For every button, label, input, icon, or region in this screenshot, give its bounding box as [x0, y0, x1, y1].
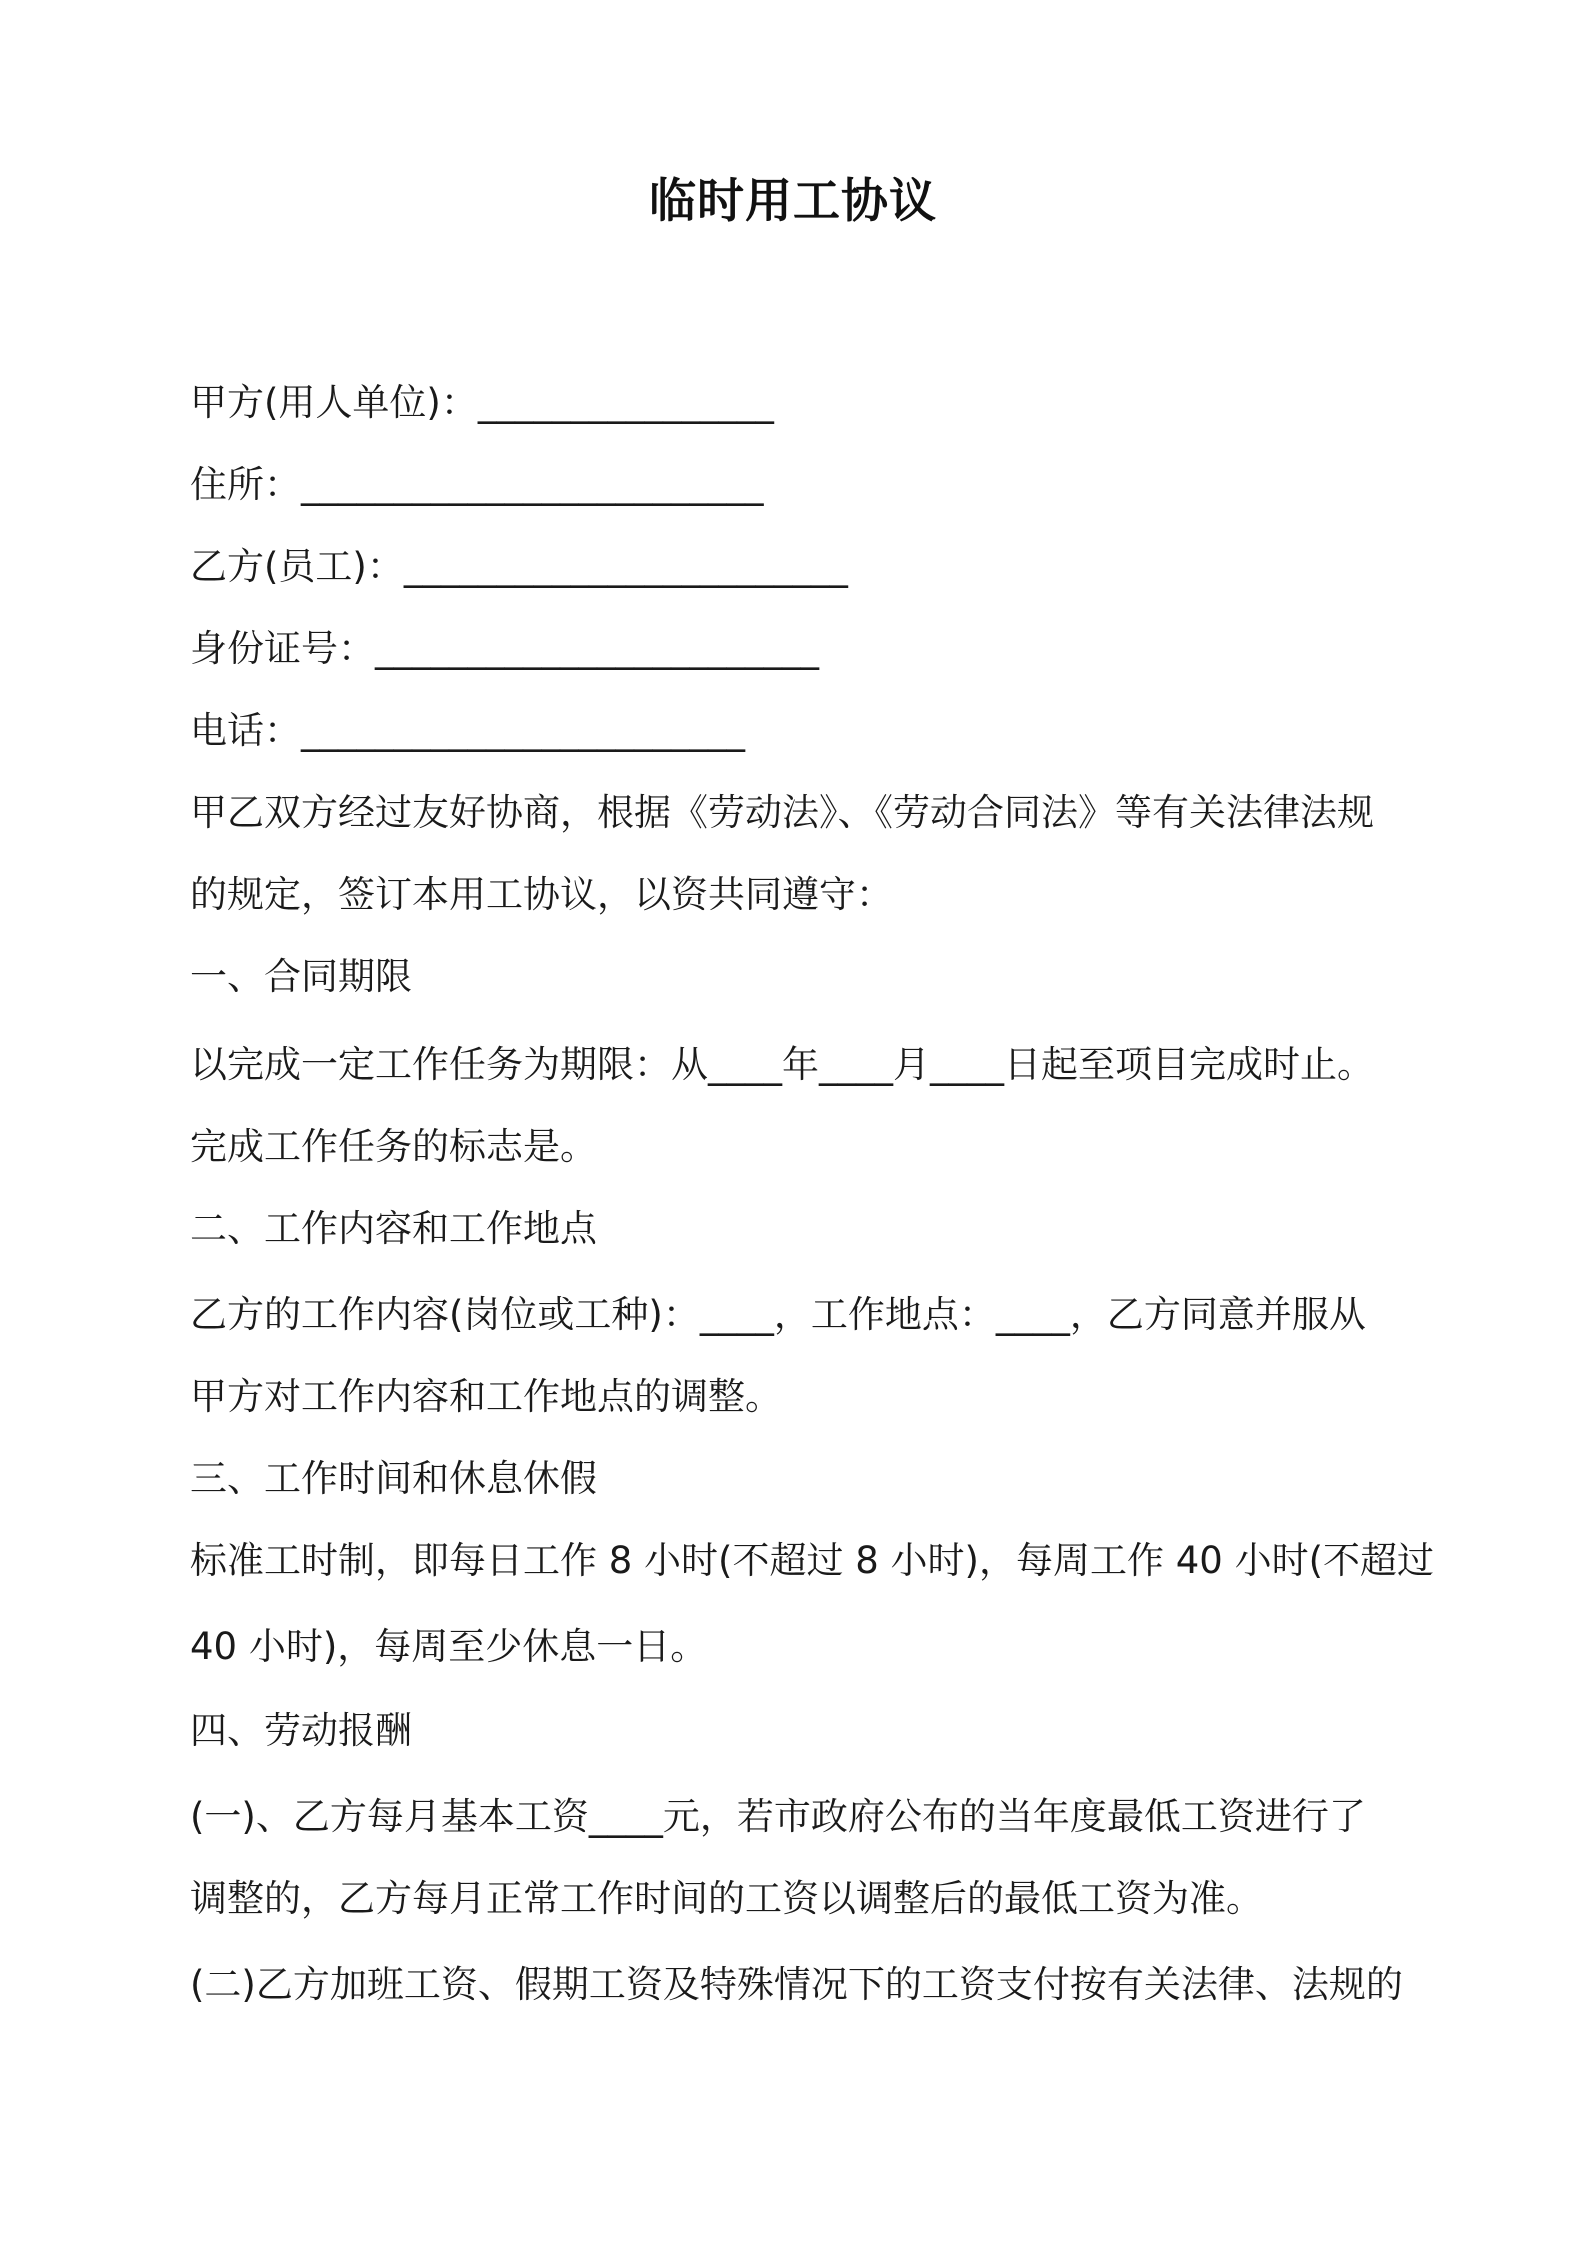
section-line: (一)、乙方每月基本工资____元，若市政府公布的当年度最低工资进行了: [190, 1795, 1366, 1838]
section-line: 以完成一定工作任务为期限：从____年____月____日起至项目完成时止。: [190, 1043, 1374, 1086]
section-line: 标准工时制，即每日工作 8 小时(不超过 8 小时)，每周工作 40 小时(不超过: [190, 1539, 1435, 1582]
field-id-number: 身份证号：________________________: [190, 627, 819, 670]
section-heading-work-hours: 三、工作时间和休息休假: [190, 1457, 597, 1500]
section-line: 乙方的工作内容(岗位或工种)：____，工作地点：____，乙方同意并服从: [190, 1293, 1366, 1336]
section-line: 40 小时)，每周至少休息一日。: [190, 1625, 708, 1668]
section-line: 完成工作任务的标志是。: [190, 1125, 597, 1168]
section-line: (二)乙方加班工资、假期工资及特殊情况下的工资支付按有关法律、法规的: [190, 1963, 1403, 2006]
field-address: 住所：_________________________: [190, 463, 764, 506]
intro-line: 甲乙双方经过友好协商，根据《劳动法》、《劳动合同法》等有关法律法规: [190, 791, 1374, 834]
section-line: 甲方对工作内容和工作地点的调整。: [190, 1375, 782, 1418]
field-party-b: 乙方(员工)：________________________: [190, 545, 848, 588]
field-party-a: 甲方(用人单位)：________________: [190, 381, 774, 424]
intro-line: 的规定，签订本用工协议，以资共同遵守：: [190, 873, 893, 916]
section-heading-term: 一、合同期限: [190, 955, 412, 998]
document-title: 临时用工协议: [649, 174, 937, 229]
field-phone: 电话：________________________: [190, 709, 745, 752]
section-line: 调整的，乙方每月正常工作时间的工资以调整后的最低工资为准。: [190, 1877, 1263, 1920]
section-heading-work-content: 二、工作内容和工作地点: [190, 1207, 597, 1250]
section-heading-remuneration: 四、劳动报酬: [190, 1709, 412, 1752]
